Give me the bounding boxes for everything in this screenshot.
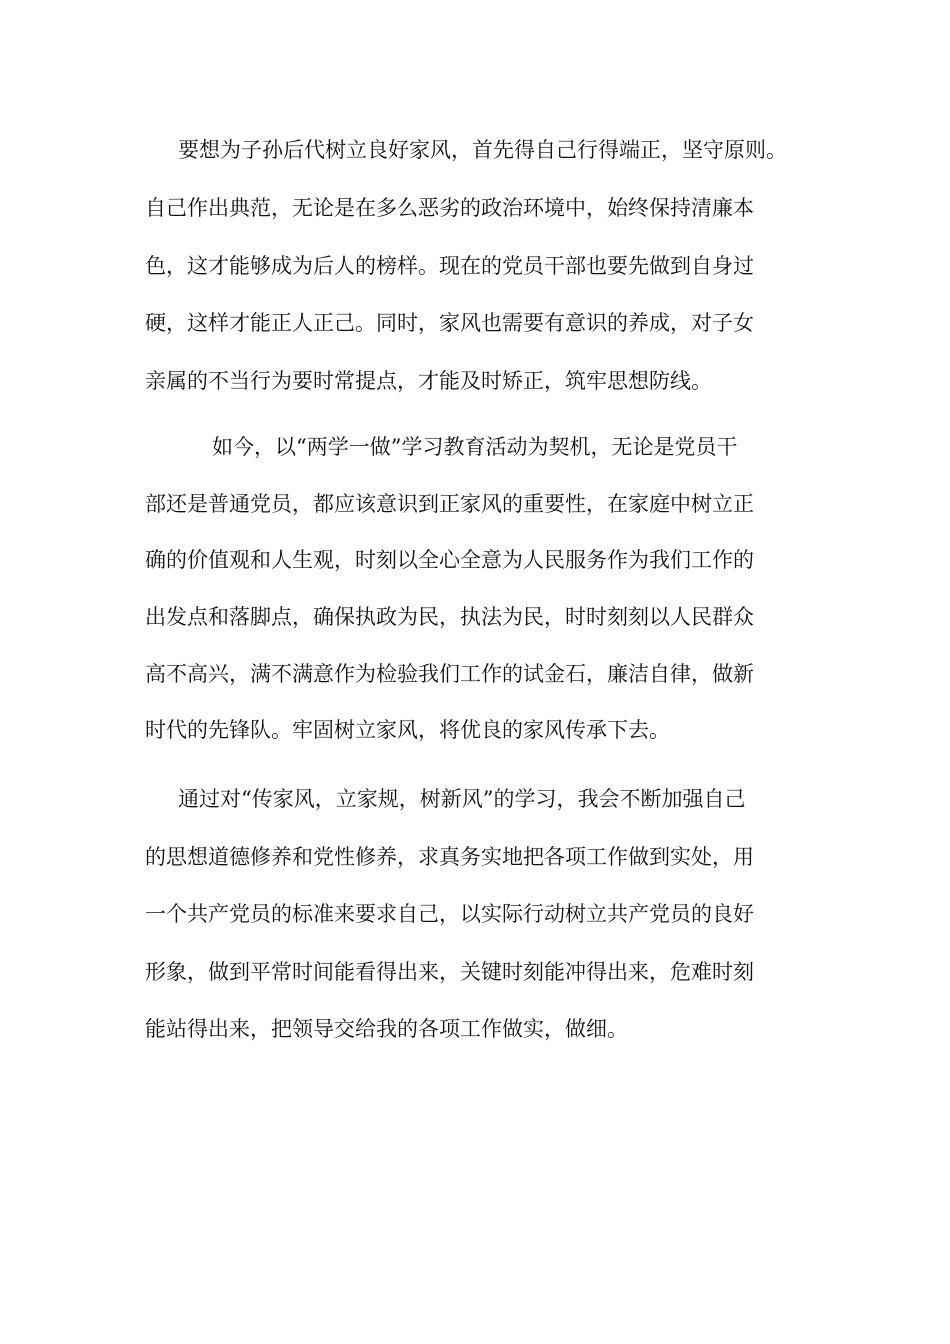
paragraph-line: 亲属的不当行为要时常提点，才能及时矫正，筑牢思想防线。 [145,369,712,393]
paragraph-line: 要想为子孙后代树立良好家风，首先得自己行得端正，坚守原则。 [178,138,787,162]
paragraph-line: 硬，这样才能正人正己。同时，家风也需要有意识的养成，对子女 [145,311,754,335]
paragraph-line: 部还是普通党员，都应该意识到正家风的重要性，在家庭中树立正 [145,492,754,516]
paragraph-line: 的思想道德修养和党性修养，求真务实地把各项工作做到实处，用 [145,845,754,869]
paragraph-line: 形象，做到平常时间能看得出来，关键时刻能冲得出来，危难时刻 [145,960,754,984]
paragraph-line: 确的价值观和人生观，时刻以全心全意为人民服务作为我们工作的 [145,548,754,572]
paragraph-line: 通过对“传家风，立家规，树新风”的学习，我会不断加强自己 [178,787,746,811]
paragraph-line: 自己作出典范，无论是在多么恶劣的政治环境中，始终保持清廉本 [145,196,754,220]
paragraph-line: 如今，以“两学一做”学习教育活动为契机，无论是党员干 [212,435,738,459]
paragraph-line: 色，这才能够成为后人的榜样。现在的党员干部也要先做到自身过 [145,254,754,278]
paragraph-line: 高不高兴，满不满意作为检验我们工作的试金石，廉洁自律，做新 [145,662,754,686]
paragraph-line: 能站得出来，把领导交给我的各项工作做实，做细。 [145,1017,628,1041]
paragraph-line: 时代的先锋队。牢固树立家风，将优良的家风传承下去。 [145,718,670,742]
paragraph-line: 一个共产党员的标准来要求自己，以实际行动树立共产党员的良好 [145,902,754,926]
paragraph-line: 出发点和落脚点，确保执政为民，执法为民，时时刻刻以人民群众 [145,605,754,629]
